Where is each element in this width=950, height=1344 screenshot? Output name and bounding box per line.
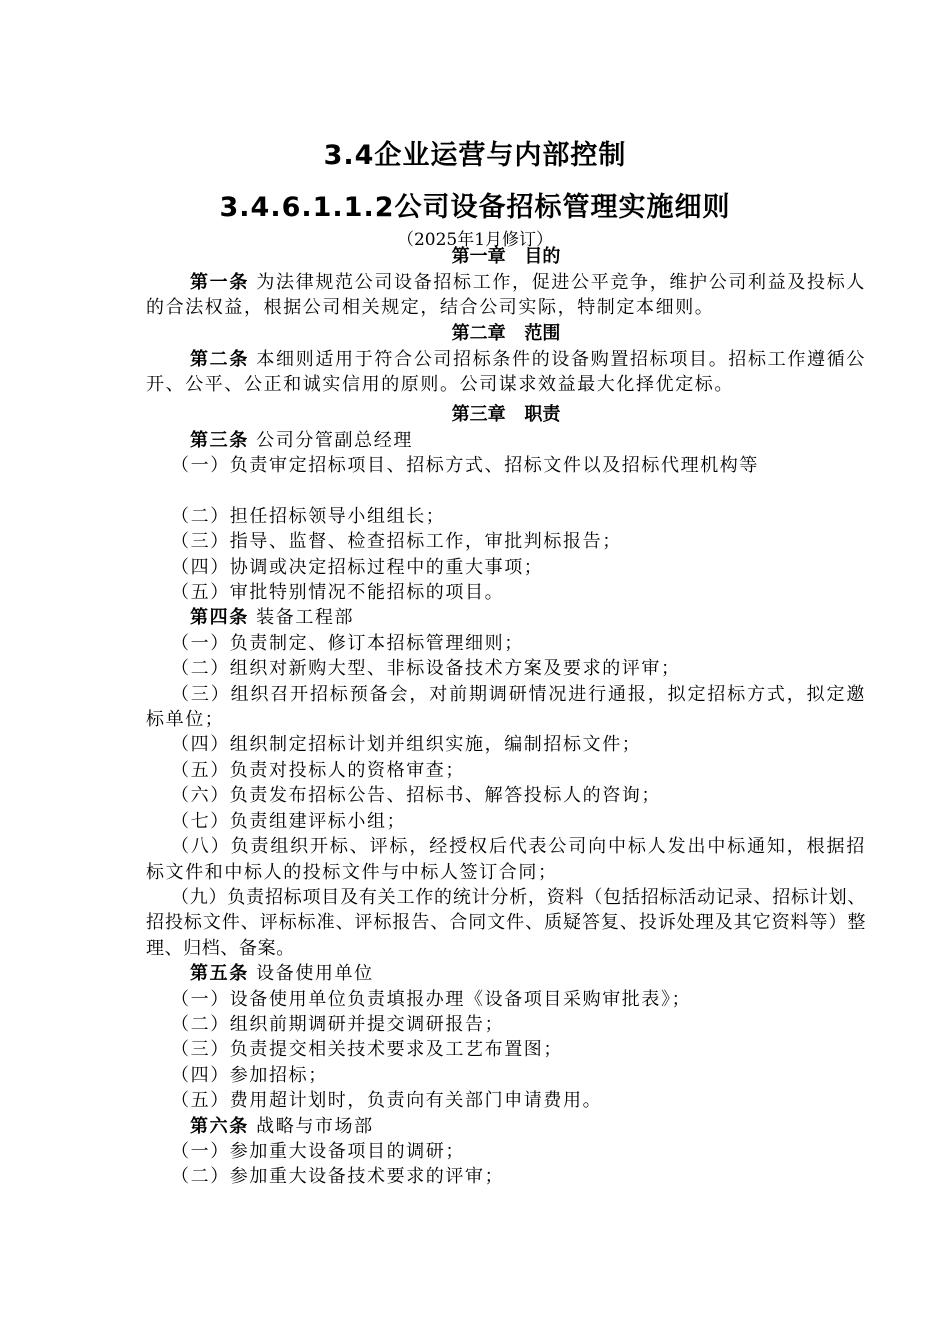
article-3-item: （二）担任招标领导小组组长；: [171, 505, 446, 527]
article-5-item: （四）参加招标；: [171, 1064, 328, 1086]
blank-line: [146, 478, 866, 503]
article-5-item: （三）负责提交相关技术要求及工艺布置图；: [171, 1039, 563, 1061]
article-2-text: 本细则适用于符合公司招标条件的设备购置招标项目。招标工作遵循公开、公平、公正和诚实信用的原则。公司谋求效益最大化择优定标。: [146, 348, 866, 396]
article-4-item: （七）负责组建评标小组；: [171, 810, 407, 832]
article-5: [146, 961, 866, 986]
article-1: [146, 270, 866, 321]
article-4-item: （一）负责制定、修订本招标管理细则；: [171, 632, 524, 654]
article-1-text: 为法律规范公司设备招标工作，促进公平竞争，维护公司利益及投标人的合法权益，根据公司相关规定，结合公司实际，特制定本细则。: [146, 272, 866, 319]
article-4-item: （六）负责发布招标公告、招标书、解答投标人的咨询；: [171, 785, 661, 807]
article-4-item: （八）负责组织开标、评标，经授权后代表公司向中标人发出中标通知，根据招标文件和中标人的投标文件与中标人签订合同；: [146, 836, 866, 883]
article-5-item: （二）组织前期调研并提交调研报告；: [171, 1013, 505, 1035]
article-3-item: （五）审批特别情况不能招标的项目。: [171, 582, 505, 604]
article-4-item: （九）负责招标项目及有关工作的统计分析，资料（包括招标活动记录、招标计划、招投标文件、评标标准、评标报告、合同文件、质疑答复、投诉处理及其它资料等）整理、归档、备案。: [146, 886, 866, 959]
document-title: 3.4.6.1.1.2公司设备招标管理实施细则: [219, 192, 731, 223]
article-3-item: （一）负责审定招标项目、招标方式、招标文件以及招标代理机构等: [171, 455, 759, 477]
revision-note: （2025年1月修订）: [396, 230, 554, 250]
article-6-label: 第六条: [190, 1115, 249, 1137]
article-2: [146, 347, 866, 398]
article-1-label: 第一条: [190, 272, 249, 293]
article-4-item: （五）负责对投标人的资格审查；: [171, 759, 465, 781]
article-5-item: （一）设备使用单位负责填报办理《设备项目采购审批表》；: [171, 988, 692, 1010]
article-3: [146, 428, 866, 453]
chapter-2-heading: 第二章 范围: [451, 322, 561, 344]
article-2-label: 第二条: [190, 348, 249, 370]
article-6-item: （二）参加重大设备技术要求的评审；: [171, 1166, 505, 1188]
article-4-item: （二）组织对新购大型、非标设备技术方案及要求的评审；: [171, 658, 681, 680]
chapter-1-heading: 第一章 目的: [451, 246, 561, 267]
article-5-text: 设备使用单位: [248, 963, 374, 985]
article-3-item: （三）指导、监督、检查招标工作，审批判标报告；: [171, 531, 622, 553]
chapter-3-heading: 第三章 职责: [451, 403, 561, 425]
article-4-item: （三）组织召开招标预备会，对前期调研情况进行通报，拟定招标方式，拟定邀标单位；: [146, 683, 866, 731]
article-5-item: （五）费用超计划时，负责向有关部门申请费用。: [171, 1090, 603, 1112]
article-4-text: 装备工程部: [248, 607, 355, 629]
article-5-label: 第五条: [190, 963, 249, 985]
article-6-item: （一）参加重大设备项目的调研；: [171, 1140, 465, 1162]
article-4-item: （四）组织制定招标计划并组织实施，编制招标文件；: [171, 734, 642, 756]
article-6: [146, 1114, 866, 1139]
article-4: [146, 605, 866, 630]
article-3-text: 公司分管副总经理: [248, 429, 413, 451]
page-title: 3.4企业运营与内部控制: [323, 140, 627, 171]
article-4-label: 第四条: [190, 607, 249, 629]
document-body: [146, 244, 866, 1190]
article-3-label: 第三条: [190, 429, 249, 451]
article-3-item: （四）协调或决定招标过程中的重大事项；: [171, 556, 544, 578]
article-6-text: 战略与市场部: [248, 1115, 374, 1137]
